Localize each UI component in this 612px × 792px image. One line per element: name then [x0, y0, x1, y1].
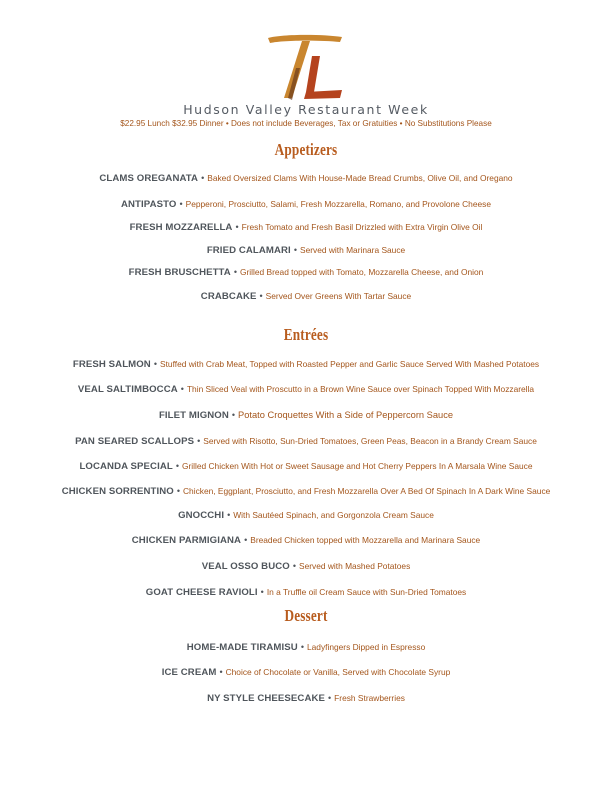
item-name: PAN SEARED SCALLOPS	[75, 436, 195, 447]
menu-item	[0, 486, 612, 497]
bullet-separator: •	[231, 410, 236, 420]
menu-item	[0, 267, 612, 278]
item-name: FRESH MOZZARELLA	[129, 222, 233, 233]
item-name: ANTIPASTO	[121, 199, 177, 210]
item-description: Served with Marinara Sauce	[299, 245, 406, 255]
item-description: Baked Oversized Clams With House-Made Bread Crumbs, Olive Oil, and Oregano	[207, 173, 513, 183]
item-name: FRIED CALAMARI	[206, 245, 291, 256]
item-name: CHICKEN SORRENTINO	[61, 486, 174, 497]
bullet-separator: •	[153, 359, 157, 369]
item-description: Served with Risotto, Sun-Dried Tomatoes, Green Peas, Beacon in a Brandy Cream Sauce	[203, 436, 537, 446]
menu-item	[0, 642, 612, 653]
item-name: LOCANDA SPECIAL	[79, 461, 173, 472]
entrees-heading: Entrées	[283, 325, 329, 344]
bullet-separator: •	[260, 587, 264, 597]
dessert-heading: Dessert	[284, 606, 328, 625]
item-description: Ladyfingers Dipped in Espresso	[306, 642, 426, 652]
item-description: Served with Mashed Potatoes	[299, 561, 411, 571]
item-description: Served Over Greens With Tartar Sauce	[265, 291, 412, 301]
bullet-separator: •	[292, 561, 296, 571]
menu-item	[0, 587, 612, 598]
bullet-separator: •	[227, 510, 231, 520]
restaurant-week-title: Hudson Valley Restaurant Week	[183, 102, 429, 117]
bullet-separator: •	[176, 486, 180, 496]
bullet-separator: •	[197, 436, 201, 446]
item-description: Choice of Chocolate or Vanilla, Served with Chocolate Syrup	[225, 667, 451, 677]
item-name: VEAL SALTIMBOCCA	[77, 384, 178, 395]
bullet-separator: •	[235, 222, 239, 232]
menu-item	[0, 510, 612, 521]
menu-item	[0, 384, 612, 395]
bullet-separator: •	[328, 693, 332, 703]
bullet-separator: •	[259, 291, 263, 301]
item-description: With Sautéed Spinach, and Gorgonzola Cream Sauce	[233, 510, 434, 520]
menu-item	[0, 436, 612, 447]
tl-monogram-logo	[262, 32, 350, 104]
item-name: ICE CREAM	[161, 667, 217, 678]
item-name: NY STYLE CHEESECAKE	[207, 693, 326, 704]
item-name: FRESH BRUSCHETTA	[128, 267, 231, 278]
item-description: Grilled Bread topped with Tomato, Mozzarella Cheese, and Onion	[239, 267, 484, 277]
item-description: Pepperoni, Prosciutto, Salami, Fresh Mozzarella, Romano, and Provolone Cheese	[185, 199, 491, 209]
menu-item	[0, 535, 612, 546]
menu-item	[0, 173, 612, 184]
item-description: Thin Sliced Veal with Proscutto in a Brown Wine Sauce over Spinach Topped With Mozzarella	[186, 384, 535, 394]
item-name: CHICKEN PARMIGIANA	[131, 535, 242, 546]
item-name: CLAMS OREGANATA	[99, 173, 199, 184]
menu-item	[0, 461, 612, 472]
item-description: Breaded Chicken topped with Mozzarella and Marinara Sauce	[250, 535, 481, 545]
menu-item	[0, 222, 612, 233]
item-description: Stuffed with Crab Meat, Topped with Roasted Pepper and Garlic Sauce Served With Mashed Potatoes	[160, 359, 540, 369]
item-description: Chicken, Eggplant, Prosciutto, and Fresh Mozzarella Over A Bed Of Spinach In A Dark Wine Sauce	[183, 486, 551, 496]
item-description: Fresh Tomato and Fresh Basil Drizzled with Extra Virgin Olive Oil	[241, 222, 483, 232]
item-name: HOME-MADE TIRAMISU	[186, 642, 298, 653]
bullet-separator: •	[293, 245, 297, 255]
item-description: Potato Croquettes With a Side of Peppercorn Sauce	[238, 410, 454, 420]
item-name: FRESH SALMON	[72, 359, 151, 370]
menu-item	[0, 410, 612, 421]
menu-item	[0, 693, 612, 704]
bullet-separator: •	[244, 535, 248, 545]
item-name: CRABCAKE	[200, 291, 257, 302]
bullet-separator: •	[233, 267, 237, 277]
bullet-separator: •	[300, 642, 304, 652]
menu-item	[0, 291, 612, 302]
item-description: In a Truffle oil Cream Sauce with Sun-Dried Tomatoes	[266, 587, 467, 597]
bullet-separator: •	[201, 173, 205, 183]
menu-item	[0, 199, 612, 210]
bullet-separator: •	[179, 199, 183, 209]
menu-item	[0, 359, 612, 370]
bullet-separator: •	[219, 667, 223, 677]
item-description: Grilled Chicken With Hot or Sweet Sausage and Hot Cherry Peppers In A Marsala Wine Sauce	[181, 461, 533, 471]
item-name: GNOCCHI	[178, 510, 225, 521]
bullet-separator: •	[180, 384, 184, 394]
menu-item	[0, 245, 612, 256]
item-name: FILET MIGNON	[158, 410, 229, 421]
appetizers-heading: Appetizers	[274, 140, 338, 159]
item-description: Fresh Strawberries	[334, 693, 405, 703]
pricing-note: $22.95 Lunch $32.95 Dinner • Does not include Beverages, Tax or Gratuities • No Substitutions Please	[120, 119, 492, 128]
menu-item	[0, 561, 612, 572]
item-name: VEAL OSSO BUCO	[201, 561, 290, 572]
menu-item	[0, 667, 612, 678]
bullet-separator: •	[175, 461, 179, 471]
item-name: GOAT CHEESE RAVIOLI	[145, 587, 258, 598]
